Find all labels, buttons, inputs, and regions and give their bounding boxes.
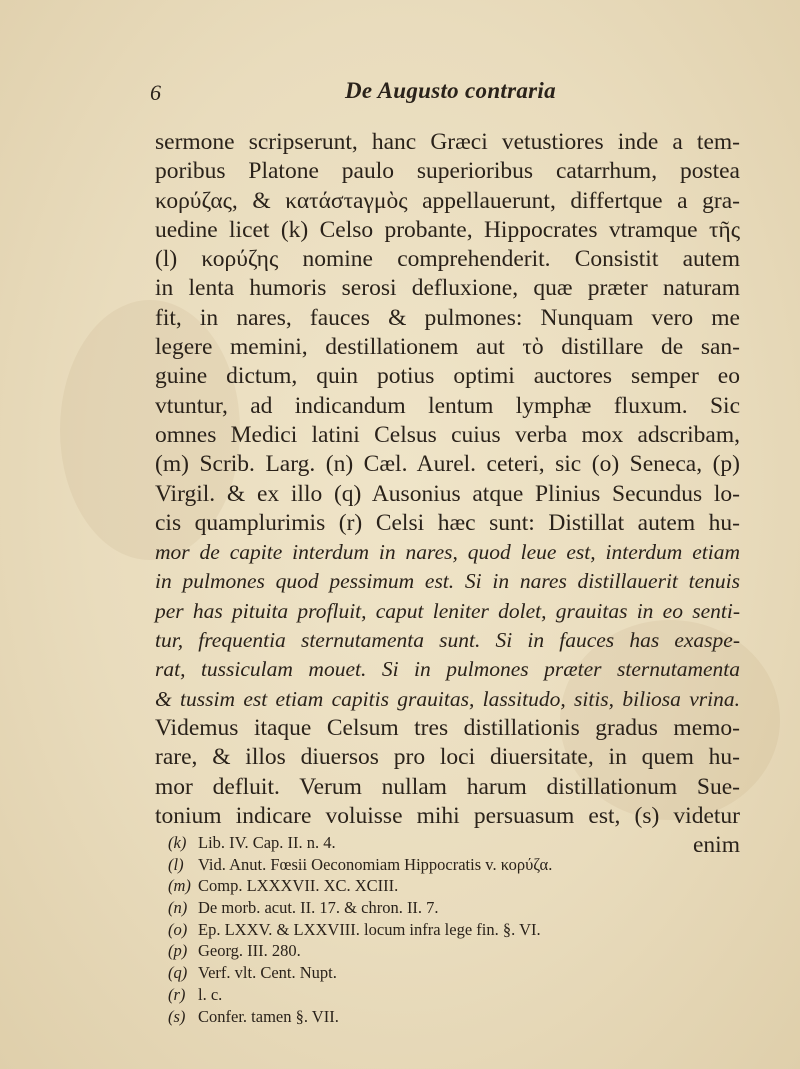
footnote-mark: (s) bbox=[168, 1006, 186, 1026]
footnote-text: De morb. acut. II. 17. & chron. II. 7. bbox=[198, 898, 439, 918]
text-line: rare, & illos diuersos pro loci diuersitate, in quem hu- bbox=[155, 744, 740, 771]
footnote-text: Ep. LXXV. & LXXVIII. locum infra lege fin. §. VI. bbox=[198, 919, 541, 939]
running-title: De Augusto contraria bbox=[345, 78, 556, 103]
text-line: uedine licet (k) Celso probante, Hippocrates vtramque τῆς bbox=[155, 216, 740, 243]
footnote-text: Georg. III. 280. bbox=[198, 941, 301, 961]
text-line: Virgil. & ex illo (q) Ausonius atque Plinius Secundus lo- bbox=[155, 480, 740, 507]
footnote-mark: (n) bbox=[168, 898, 188, 918]
footnote-mark: (l) bbox=[168, 854, 184, 874]
footnote bbox=[168, 984, 728, 1006]
text-line: enim bbox=[693, 832, 740, 859]
text-line: per has pituita profluit, caput leniter dolet, grauitas in eo senti- bbox=[155, 598, 740, 623]
footnote-text: Lib. IV. Cap. II. n. 4. bbox=[198, 833, 336, 852]
footnote-text: l. c. bbox=[198, 984, 223, 1004]
footnote bbox=[168, 897, 728, 919]
footnote bbox=[168, 940, 728, 962]
page-number: 6 bbox=[150, 80, 161, 105]
footnote bbox=[168, 854, 728, 876]
footnotes bbox=[168, 832, 728, 1027]
text-line: omnes Medici latini Celsus cuius verba mox adscribam, bbox=[155, 421, 740, 448]
body-text bbox=[155, 128, 740, 860]
footnote bbox=[168, 1006, 728, 1028]
text-line: legere memini, destillationem aut τὸ distillare de san- bbox=[155, 334, 740, 361]
footnote-mark: (r) bbox=[168, 984, 186, 1004]
text-line: tonium indicare voluisse mihi persuasum est, (s) videtur bbox=[155, 802, 740, 829]
text-line: cis quamplurimis (r) Celsi hæc sunt: Distillat autem hu- bbox=[155, 509, 740, 536]
text-line: poribus Platone paulo superioribus catarrhum, postea bbox=[155, 158, 740, 185]
page-header bbox=[140, 76, 740, 108]
footnote-text: Confer. tamen §. VII. bbox=[198, 1006, 339, 1026]
footnote-mark: (k) bbox=[168, 833, 187, 852]
text-line: sermone scripserunt, hanc Græci vetustiores inde a tem- bbox=[155, 129, 740, 155]
footnote-mark: (o) bbox=[168, 919, 188, 939]
text-line: & tussim est etiam capitis grauitas, lassitudo, sitis, biliosa vrina. bbox=[155, 686, 740, 711]
footnote-text: Comp. LXXXVII. XC. XCIII. bbox=[198, 876, 399, 896]
text-line: κορύζας, & κατάστaγμὸς appellauerunt, differtque a gra- bbox=[155, 187, 740, 214]
footnote-mark: (m) bbox=[168, 876, 191, 896]
text-line: tur, frequentia sternutamenta sunt. Si in fauces has exaspe- bbox=[155, 628, 740, 653]
text-line: vtuntur, ad indicandum lentum lymphæ fluxum. Sic bbox=[155, 392, 740, 419]
text-line: guine dictum, quin potius optimi auctores semper eo bbox=[155, 363, 740, 390]
text-line: fit, in nares, fauces & pulmones: Nunquam vero me bbox=[155, 304, 740, 331]
text-line: rat, tussiculam mouet. Si in pulmones præter sternutamenta bbox=[155, 657, 740, 682]
text-line: mor defluit. Verum nullam harum distillationum Sue- bbox=[155, 773, 740, 800]
text-line: mor de capite interdum in nares, quod leue est, interdum etiam bbox=[155, 540, 740, 565]
footnote-text: Vid. Anut. Fœsii Oeconomiam Hippocratis v. κορύζα. bbox=[198, 854, 553, 874]
text-line: in lenta humoris serosi defluxione, quæ præter naturam bbox=[155, 275, 740, 302]
footnote-mark: (q) bbox=[168, 963, 188, 983]
footnote bbox=[168, 919, 728, 941]
footnote-text: Verf. vlt. Cent. Nupt. bbox=[198, 963, 337, 983]
text-line: in pulmones quod pessimum est. Si in nares distillauerit tenuis bbox=[155, 569, 740, 594]
footnote bbox=[168, 962, 728, 984]
footnote bbox=[168, 875, 728, 897]
text-line: (l) κορύζης nomine comprehenderit. Consistit autem bbox=[155, 246, 740, 273]
footnote bbox=[168, 832, 728, 854]
text-line: Videmus itaque Celsum tres distillationis gradus memo- bbox=[155, 714, 740, 741]
text-line: (m) Scrib. Larg. (n) Cæl. Aurel. ceteri, sic (o) Seneca, (p) bbox=[155, 451, 740, 478]
footnote-mark: (p) bbox=[168, 941, 188, 961]
